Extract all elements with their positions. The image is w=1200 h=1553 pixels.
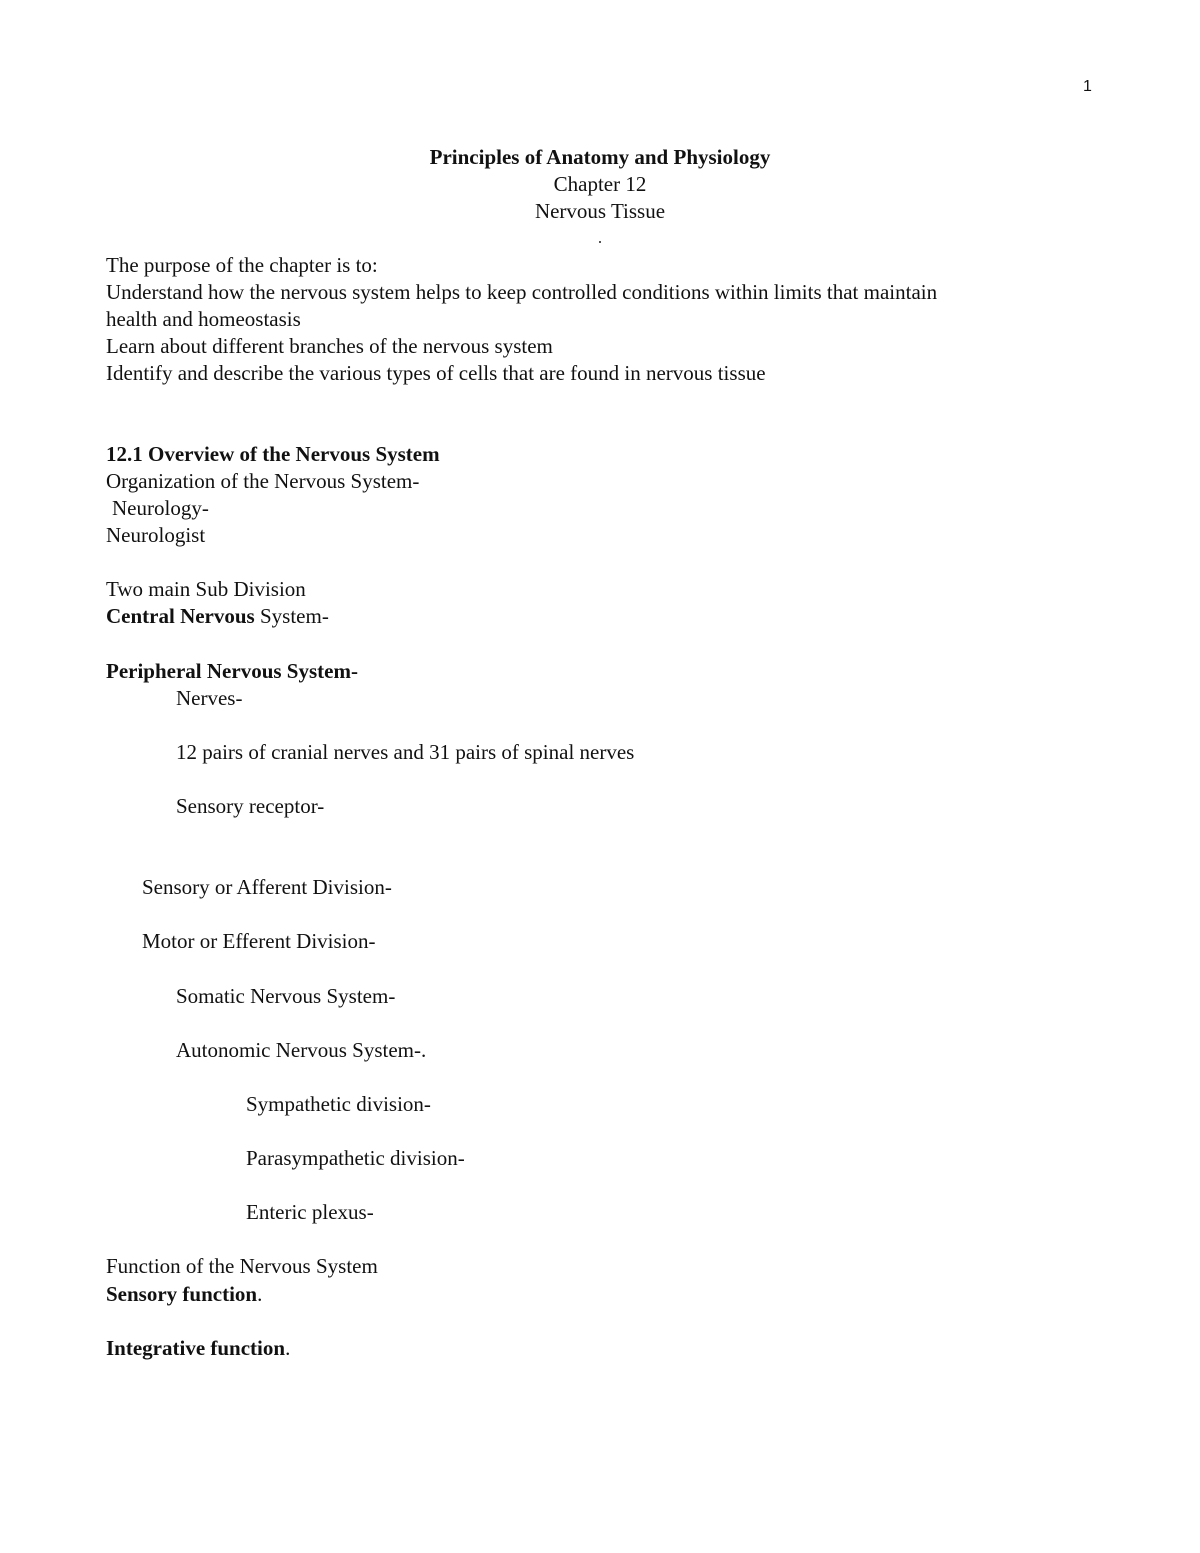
purpose-intro: The purpose of the chapter is to:	[106, 253, 378, 277]
nerves-line: Nerves-	[176, 686, 243, 710]
purpose-item-2: Learn about different branches of the nervous system	[106, 334, 553, 358]
sensory-division-line: Sensory or Afferent Division-	[142, 875, 392, 899]
cns-line	[106, 603, 329, 629]
sensory-function-line	[106, 1281, 262, 1307]
neurology-line: Neurology-	[112, 496, 209, 520]
chapter-label: Chapter 12	[553, 172, 647, 196]
sympathetic-line: Sympathetic division-	[246, 1092, 431, 1116]
autonomic-line: Autonomic Nervous System-.	[176, 1038, 427, 1062]
stray-dot	[599, 241, 601, 243]
integrative-function-punct: .	[285, 1336, 291, 1360]
cns-bold-label: Central Nervous	[106, 604, 255, 628]
cns-rest-label: System-	[254, 604, 329, 628]
page-number: 1	[1083, 78, 1092, 95]
integrative-function-label: Integrative function	[106, 1336, 286, 1360]
function-heading: Function of the Nervous System	[106, 1254, 378, 1278]
purpose-item-3: Identify and describe the various types of cells that are found in nervous tissue	[106, 361, 766, 385]
purpose-item-1-line-1: Understand how the nervous system helps to keep controlled conditions within limits that maintain	[106, 280, 938, 304]
enteric-line: Enteric plexus-	[246, 1200, 374, 1224]
organization-line: Organization of the Nervous System-	[106, 469, 420, 493]
two-main-subdivision: Two main Sub Division	[106, 577, 306, 601]
sensory-function-label: Sensory function	[106, 1282, 258, 1306]
section-heading: 12.1 Overview of the Nervous System	[106, 442, 440, 466]
somatic-line: Somatic Nervous System-	[176, 984, 396, 1008]
document-title: Principles of Anatomy and Physiology	[429, 145, 771, 169]
sensory-receptor-line: Sensory receptor-	[176, 794, 325, 818]
chapter-subtitle: Nervous Tissue	[534, 199, 666, 223]
parasympathetic-line: Parasympathetic division-	[246, 1146, 465, 1170]
sensory-function-punct: .	[257, 1282, 263, 1306]
pns-line: Peripheral Nervous System-	[106, 659, 358, 683]
neurologist-line: Neurologist	[106, 523, 206, 547]
nerve-pairs-line: 12 pairs of cranial nerves and 31 pairs of spinal nerves	[176, 740, 635, 764]
integrative-function-line	[106, 1335, 290, 1361]
purpose-item-1-line-2: health and homeostasis	[106, 307, 301, 331]
motor-division-line: Motor or Efferent Division-	[142, 929, 376, 953]
